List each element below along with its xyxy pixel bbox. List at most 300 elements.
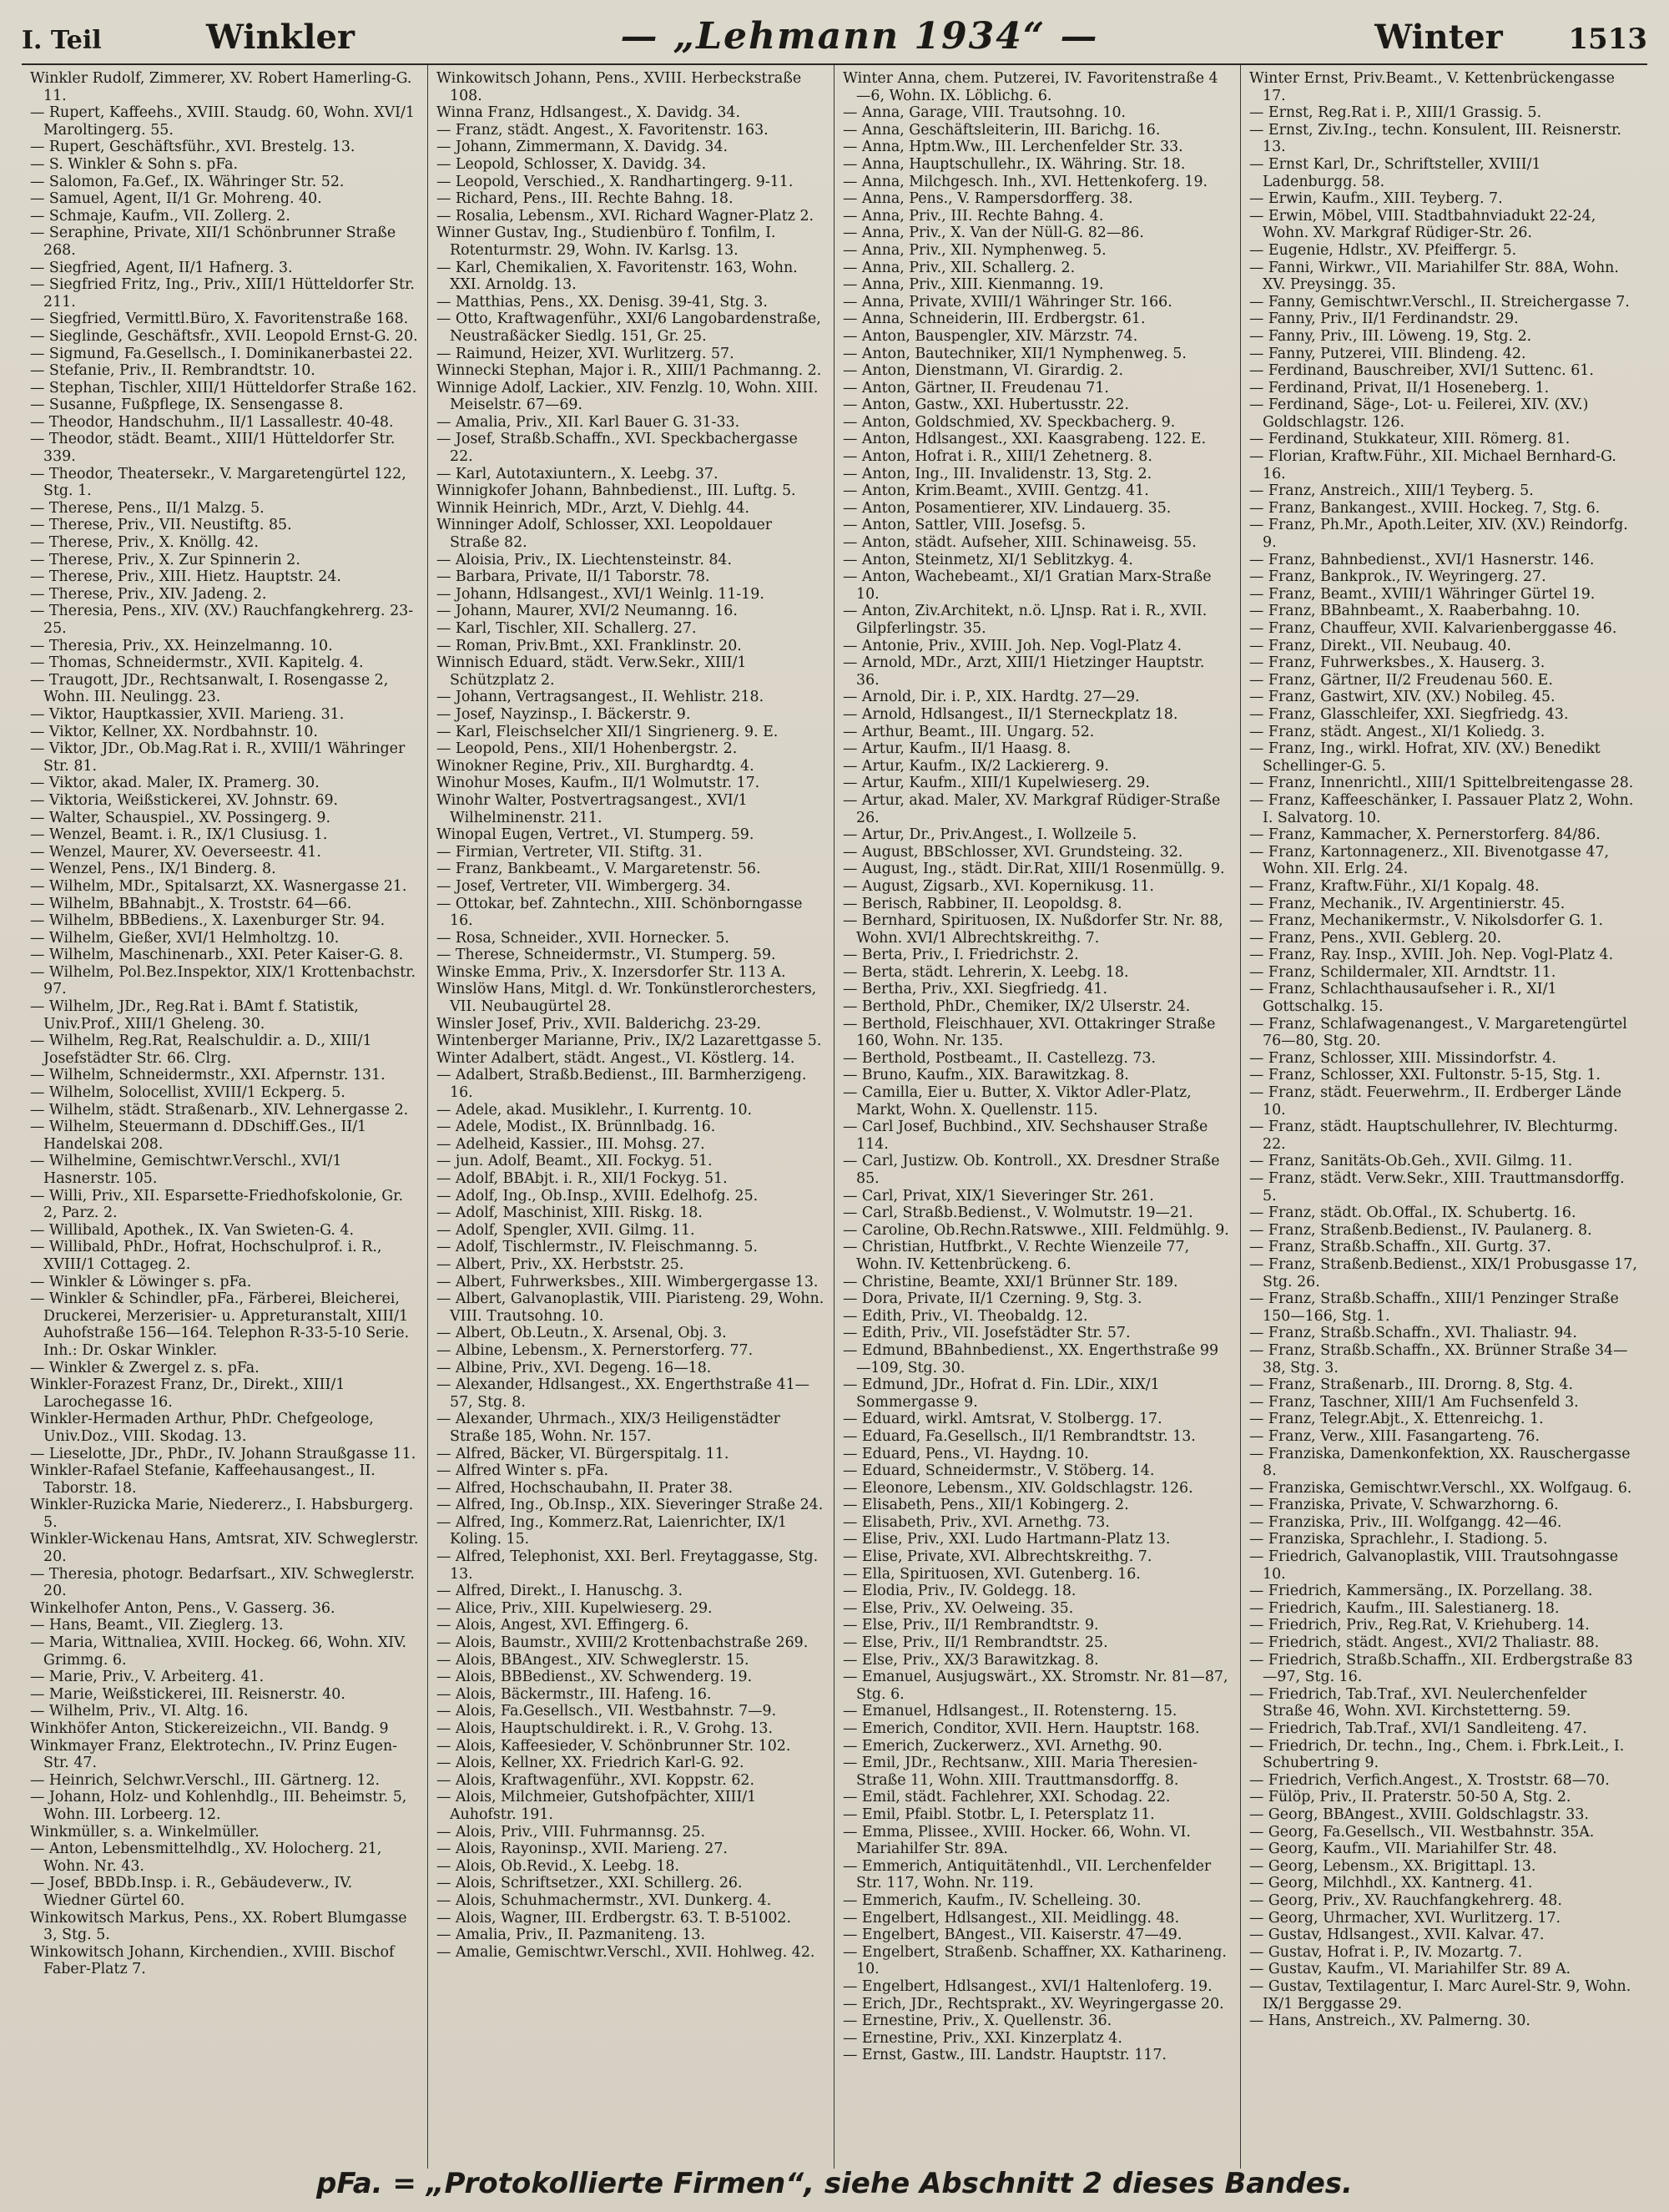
directory-entry: — Franz, Bankangest., XVIII. Hockeg. 7, Stg. 6. <box>1249 499 1601 517</box>
publication-title: — „Lehmann 1934“ — <box>620 15 1099 58</box>
directory-entry: — Else, Priv., XX/3 Barawitzkag. 8. <box>843 1651 1099 1669</box>
directory-entry: — Berthold, Postbeamt., II. Castellezg. 73. <box>843 1049 1157 1067</box>
directory-entry: — Viktoria, Weißstickerei, XV. Johnstr. 69. <box>30 791 339 809</box>
directory-entry: — Gustav, Textilagentur, I. Marc Aurel-Str. 9, Wohn. IX/1 Berggasse 29. <box>1249 1977 1631 2013</box>
directory-entry: — Christine, Beamte, XXI/1 Brünner Str. 189. <box>843 1273 1178 1290</box>
directory-entry: — Josef, BBDb.Insp. i. R., Gebäudeverw., IV. Wiedner Gürtel 60. <box>30 1875 353 1909</box>
directory-entry: — Siegfried Fritz, Ing., Priv., XIII/1 Hütteldorfer Str. 211. <box>30 276 415 311</box>
directory-entry: — Anna, Private, XVIII/1 Währinger Str. 166. <box>843 293 1172 311</box>
directory-entry: — Franz, Straßenb.Bedienst., XIX/1 Probusgasse 17, Stg. 26. <box>1249 1255 1637 1290</box>
column-4 <box>1241 65 1647 2169</box>
directory-entry: — Adolf, Maschinist, XIII. Riskg. 18. <box>436 1204 703 1222</box>
directory-entry: — Franz, Bankbeamt., V. Margaretenstr. 56. <box>436 861 761 878</box>
directory-entry: Winter Adalbert, städt. Angest., VI. Köstlerg. 14. <box>436 1049 795 1067</box>
directory-entry: Winopal Eugen, Vertret., VI. Stumperg. 59. <box>436 826 754 844</box>
directory-entry: — Ferdinand, Stukkateur, XIII. Römerg. 81. <box>1249 431 1571 448</box>
directory-entry: — Franz, städt. Verw.Sekr., XIII. Trauttmansdorffg. 5. <box>1249 1170 1625 1204</box>
directory-entry: — Alfred, Ing., Kommerz.Rat, Laienrichter, IX/1 Koling. 15. <box>436 1513 787 1548</box>
directory-entry: — Alice, Priv., XIII. Kupelwieserg. 29. <box>436 1599 713 1617</box>
directory-entry: — Friedrich, Galvanoplastik, VIII. Trautsohngasse 10. <box>1249 1548 1619 1583</box>
directory-entry: — Alois, Schuhmachermstr., XVI. Dunkerg. 4. <box>436 1891 772 1909</box>
directory-entry: — Karl, Autotaxiuntern., X. Leebg. 37. <box>436 465 719 482</box>
directory-entry: — Karl, Chemikalien, X. Favoritenstr. 163, Wohn. XXI. Arnoldg. 13. <box>436 259 798 294</box>
directory-entry: — Anna, Priv., III. Rechte Bahng. 4. <box>843 207 1104 225</box>
directory-entry: — Ernestine, Priv., XXI. Kinzerplatz 4. <box>843 2029 1122 2047</box>
directory-entry: — Franz, Sanitäts-Ob.Geh., XVII. Gilmg. 11. <box>1249 1153 1573 1170</box>
directory-entry: — Edmund, BBahnbedienst., XX. Engerthstraße 99—109, Stg. 30. <box>843 1341 1219 1376</box>
directory-entry: — Karl, Tischler, XII. Schallerg. 27. <box>436 620 697 637</box>
directory-entry: — Wilhelm, BBahnabjt., X. Troststr. 64—66. <box>30 895 352 912</box>
directory-entry: — Erwin, Kaufm., XIII. Teyberg. 7. <box>1249 190 1503 208</box>
directory-entry: — Franz, Gastwirt, XIV. (XV.) Nobileg. 45. <box>1249 689 1556 706</box>
section-label: I. Teil <box>22 26 102 55</box>
directory-entry: — Ottokar, bef. Zahntechn., XIII. Schönborngasse 16. <box>436 895 803 930</box>
directory-entry: — Anton, Ziv.Architekt, n.ö. LJnsp. Rat i. R., XVII. Gilpferlingstr. 35. <box>843 603 1208 637</box>
directory-entry: — Franz, Schlosser, XIII. Missindorfstr. 4. <box>1249 1049 1556 1067</box>
directory-entry: — Wilhelm, Gießer, XVI/1 Helmholtzg. 10. <box>30 929 340 947</box>
directory-entry: — Winkler & Zwergel z. s. pFa. <box>30 1359 260 1376</box>
directory-entry: — Edmund, JDr., Hofrat d. Fin. LDir., XIX/1 Sommergasse 9. <box>843 1376 1160 1411</box>
directory-entry: — Carl Josef, Buchbind., XIV. Sechshauser Straße 114. <box>843 1119 1208 1153</box>
directory-entry: — Erwin, Möbel, VIII. Stadtbahnviadukt 22-24, Wohn. XV. Markgraf Rüdiger-Str. 26. <box>1249 207 1596 242</box>
directory-entry: — Franz, Mechanikermstr., V. Nikolsdorfer G. 1. <box>1249 912 1604 930</box>
directory-entry: — Ferdinand, Privat, II/1 Hoseneberg. 1. <box>1249 379 1550 396</box>
directory-entry: — Anna, Priv., XIII. Kienmanng. 19. <box>843 276 1104 294</box>
directory-entry: — Albert, Priv., XX. Herbststr. 25. <box>436 1255 684 1273</box>
directory-entry: — Anna, Geschäftsleiterin, III. Barichg. 16. <box>843 121 1161 139</box>
directory-entry: — Samuel, Agent, II/1 Gr. Mohreng. 40. <box>30 190 322 208</box>
directory-entry: — Anna, Hauptschullehr., IX. Währing. Str. 18. <box>843 155 1186 173</box>
directory-entry: — Emerich, Zuckerwerz., XVI. Arnethg. 90. <box>843 1737 1162 1755</box>
directory-entry: — Franz, Schlafwagenangest., V. Margaretengürtel 76—80, Stg. 20. <box>1249 1015 1627 1050</box>
directory-entry: — Rosalia, Lebensm., XVI. Richard Wagner-Platz 2. <box>436 207 814 225</box>
directory-entry: — Anton, Bauspengler, XIV. Märzstr. 74. <box>843 327 1138 345</box>
directory-entry: — Emanuel, Hdlsangest., II. Rotensterng. 15. <box>843 1703 1177 1720</box>
directory-entry: — Willi, Priv., XII. Esparsette-Friedhofskolonie, Gr. 2, Parz. 2. <box>30 1187 404 1222</box>
directory-entry: — Gustav, Hdlsangest., XVII. Kalvar. 47. <box>1249 1927 1545 1944</box>
directory-entry: — Franz, Schlosser, XXI. Fultonstr. 5-15, Stg. 1. <box>1249 1067 1601 1084</box>
directory-entry: — Georg, Fa.Gesellsch., VII. Westbahnstr. 35A. <box>1249 1823 1595 1841</box>
directory-entry: — Hans, Anstreich., XV. Palmerng. 30. <box>1249 2013 1530 2030</box>
directory-entry: — Franziska, Sprachlehr., I. Stadiong. 5. <box>1249 1531 1548 1548</box>
directory-entry: — Berisch, Rabbiner, II. Leopoldsg. 8. <box>843 895 1122 912</box>
directory-entry: — Emmerich, Antiquitätenhdl., VII. Lerchenfelder Str. 117, Wohn. Nr. 119. <box>843 1857 1212 1892</box>
directory-entry: — Bruno, Kaufm., XIX. Barawitzkag. 8. <box>843 1067 1129 1084</box>
directory-entry: — Alfred, Bäcker, VI. Bürgerspitalg. 11. <box>436 1445 729 1462</box>
directory-entry: — Albert, Fuhrwerksbes., XIII. Wimbergergasse 13. <box>436 1273 819 1290</box>
directory-entry: — Arnold, MDr., Arzt, XIII/1 Hietzinger Hauptstr. 36. <box>843 654 1205 689</box>
directory-entry: — Georg, Uhrmacher, XVI. Wurlitzerg. 17. <box>1249 1909 1561 1927</box>
directory-entry: — Stephan, Tischler, XIII/1 Hütteldorfer Straße 162. <box>30 379 417 396</box>
directory-entry: — Eduard, Schneidermstr., V. Stöberg. 14. <box>843 1462 1155 1480</box>
directory-entry: — Elisabeth, Priv., XVI. Arnethg. 73. <box>843 1513 1110 1531</box>
directory-entry: Winkowitsch Johann, Pens., XVIII. Herbeckstraße 108. <box>436 70 802 104</box>
directory-entry: — Raimund, Heizer, XVI. Wurlitzerg. 57. <box>436 345 734 362</box>
directory-entry: — Anton, Steinmetz, XI/1 Seblitzkyg. 4. <box>843 551 1133 568</box>
directory-entry: — Engelbert, BAngest., VII. Kaiserstr. 47—49. <box>843 1927 1182 1944</box>
directory-entry: — Ferdinand, Säge-, Lot- u. Feilerei, XIV. (XV.) Goldschlagstr. 126. <box>1249 396 1589 431</box>
directory-entry: — Winkler & Löwinger s. pFa. <box>30 1273 252 1290</box>
directory-entry: — Camilla, Eier u. Butter, X. Viktor Adler-Platz, Markt, Wohn. X. Quellenstr. 115. <box>843 1084 1192 1119</box>
directory-entry: — Johann, Vertragsangest., II. Wehlistr. 218. <box>436 689 764 706</box>
directory-entry: — Wenzel, Beamt. i. R., IX/1 Clusiusg. 1. <box>30 826 328 844</box>
directory-entry: — Alois, Kraftwagenführ., XVI. Koppstr. 62. <box>436 1771 755 1789</box>
directory-entry: — Ernst, Ziv.Ing., techn. Konsulent, III. Reisnerstr. 13. <box>1249 121 1621 156</box>
directory-entry: — Franziska, Priv., III. Wolfgangg. 42—46. <box>1249 1513 1562 1531</box>
directory-entry: — Therese, Pens., II/1 Malzg. 5. <box>30 499 265 517</box>
directory-entry: — Else, Priv., II/1 Rembrandtstr. 9. <box>843 1617 1099 1634</box>
directory-entry: — Firmian, Vertreter, VII. Stiftg. 31. <box>436 843 703 861</box>
directory-entry: — Adolf, Ing., Ob.Insp., XVIII. Edelhofg. 25. <box>436 1187 759 1204</box>
directory-entry: — Alexander, Uhrmach., XIX/3 Heiligenstädter Straße 185, Wohn. Nr. 157. <box>436 1411 780 1445</box>
directory-entry: — Franz, Anstreich., XIII/1 Teyberg. 5. <box>1249 482 1534 500</box>
directory-entry: — Matthias, Pens., XX. Denisg. 39-41, Stg. 3. <box>436 293 768 311</box>
directory-entry: — Engelbert, Hdlsangest., XVI/1 Haltenloferg. 19. <box>843 1977 1213 1995</box>
directory-entry: — Theodor, städt. Beamt., XIII/1 Hütteldorfer Str. 339. <box>30 431 396 466</box>
directory-entry: — Sieglinde, Geschäftsfr., XVII. Leopold Ernst-G. 20. <box>30 327 418 345</box>
directory-entry: — Franz, Direkt., VII. Neubaug. 40. <box>1249 637 1511 654</box>
directory-entry: — Gustav, Hofrat i. P., IV. Mozartg. 7. <box>1249 1943 1523 1961</box>
directory-entry: — Alois, Ob.Revid., X. Leebg. 18. <box>436 1857 680 1875</box>
directory-entry: — Franz, Schildermaler, XII. Arndtstr. 11. <box>1249 963 1556 981</box>
directory-entry: — Ernst, Gastw., III. Landstr. Hauptstr. 117. <box>843 2047 1167 2064</box>
directory-entry: Winkler Rudolf, Zimmerer, XV. Robert Hamerling-G. 11. <box>30 70 412 104</box>
directory-entry: — Albine, Priv., XVI. Degeng. 16—18. <box>436 1359 712 1376</box>
directory-entry: — Edith, Priv., VII. Josefstädter Str. 57. <box>843 1325 1131 1342</box>
directory-entry: Winna Franz, Hdlsangest., X. Davidg. 34. <box>436 104 740 122</box>
directory-entry: — Fülöp, Priv., II. Praterstr. 50-50 A, Stg. 2. <box>1249 1789 1571 1806</box>
directory-entry: Winkowitsch Johann, Kirchendien., XVIII. Bischof Faber-Platz 7. <box>30 1943 395 1978</box>
directory-entry: — Emmerich, Kaufm., IV. Schelleing. 30. <box>843 1891 1142 1909</box>
directory-entry: — Anton, Sattler, VIII. Josefsg. 5. <box>843 517 1086 534</box>
directory-entry: — Franziska, Private, V. Schwarzhorng. 6. <box>1249 1497 1559 1514</box>
directory-entry: — Wilhelm, städt. Straßenarb., XIV. Lehnergasse 2. <box>30 1101 409 1119</box>
directory-entry: — Alois, Angest, XVI. Effingerg. 6. <box>436 1617 689 1634</box>
directory-entry: — Franz, Innenrichtl., XIII/1 Spittelbreitengasse 28. <box>1249 775 1634 792</box>
directory-entry: — Florian, Kraftw.Führ., XII. Michael Bernhard-G. 16. <box>1249 448 1616 482</box>
directory-entry: — Ernst, Reg.Rat i. P., XIII/1 Grassig. 5. <box>1249 104 1542 122</box>
directory-entry: — Friedrich, Tab.Traf., XVI/1 Sandleiteng. 47. <box>1249 1720 1587 1737</box>
first-entry-keyword: Winkler <box>206 18 355 57</box>
directory-entry: — Wilhelmine, Gemischtwr.Verschl., XVI/1 Hasnerstr. 105. <box>30 1153 342 1187</box>
directory-entry: — Theodor, Theatersekr., V. Margaretengürtel 122, Stg. 1. <box>30 465 406 500</box>
directory-entry: — Eduard, Pens., VI. Haydng. 10. <box>843 1445 1089 1462</box>
directory-entry: — Franz, städt. Ob.Offal., IX. Schubertg. 16. <box>1249 1204 1576 1222</box>
directory-entry: — Franz, Bankprok., IV. Weyringerg. 27. <box>1249 568 1546 586</box>
directory-entry: — Franz, Straßenb.Bedienst., IV. Paulanerg. 8. <box>1249 1221 1592 1239</box>
directory-entry: Winkler-Ruzicka Marie, Niedererz., I. Habsburgerg. 5. <box>30 1497 414 1531</box>
directory-entry: — Franz, Glasschleifer, XXI. Siegfriedg. 43. <box>1249 705 1569 723</box>
directory-entry: — Else, Priv., XV. Oelweing. 35. <box>843 1599 1074 1617</box>
directory-entry: — Anna, Priv., XII. Schallerg. 2. <box>843 259 1076 276</box>
directory-entry: — Susanne, Fußpflege, IX. Sensengasse 8. <box>30 396 344 414</box>
directory-entry: — jun. Adolf, Beamt., XII. Fockyg. 51. <box>436 1153 713 1170</box>
column-2 <box>428 65 834 2169</box>
directory-entry: — Therese, Priv., X. Zur Spinnerin 2. <box>30 551 300 568</box>
directory-entry: — Franz, Kaffeeschänker, I. Passauer Platz 2, Wohn. I. Salvatorg. 10. <box>1249 791 1634 826</box>
directory-entry: Winske Emma, Priv., X. Inzersdorfer Str. 113 A. <box>436 963 786 981</box>
directory-entry: — S. Winkler & Sohn s. pFa. <box>30 155 239 173</box>
directory-entry: — Fanny, Gemischtwr.Verschl., II. Streichergasse 7. <box>1249 293 1630 311</box>
directory-entry: — Engelbert, Hdlsangest., XII. Meidlingg. 48. <box>843 1909 1180 1927</box>
directory-entry: — Emma, Plissee., XVIII. Hocker. 66, Wohn. VI. Mariahilfer Str. 89A. <box>843 1823 1191 1858</box>
directory-entry: — Alois, Fa.Gesellsch., VII. Westbahnstr. 7—9. <box>436 1703 777 1720</box>
directory-entry: — Willibald, Apothek., IX. Van Swieten-G. 4. <box>30 1221 355 1239</box>
directory-entry: — Anton, Wachebeamt., XI/1 Gratian Marx-Straße 10. <box>843 568 1212 603</box>
directory-entry: — Johann, Hdlsangest., XVI/1 Weinlg. 11-19. <box>436 585 764 603</box>
directory-entry: — Franz, Straßb.Schaffn., XVI. Thaliastr. 94. <box>1249 1325 1577 1342</box>
directory-entry: — Theodor, Handschuhm., II/1 Lassallestr. 40-48. <box>30 413 394 431</box>
directory-entry: — Anna, Pens., V. Rampersdorfferg. 38. <box>843 190 1133 208</box>
directory-entry: — Georg, BBAngest., XVIII. Goldschlagstr. 33. <box>1249 1805 1589 1823</box>
directory-entry: — Franz, Chauffeur, XVII. Kalvarienberggasse 46. <box>1249 620 1617 637</box>
directory-entry: — Roman, Priv.Bmt., XXI. Franklinstr. 20. <box>436 637 742 654</box>
directory-entry: — Eduard, wirkl. Amtsrat, V. Stolbergg. 17. <box>843 1411 1162 1428</box>
directory-entry: — Alois, Kaffeesieder, V. Schönbrunner Str. 102. <box>436 1737 791 1755</box>
directory-entry: — Leopold, Pens., XII/1 Hohenbergstr. 2. <box>436 740 738 758</box>
directory-entry: — Georg, Milchhdl., XX. Kantnerg. 41. <box>1249 1875 1533 1892</box>
directory-entry: — Schmaje, Kaufm., VII. Zollerg. 2. <box>30 207 290 225</box>
directory-entry: — Alois, BBAngest., XIV. Schweglerstr. 15. <box>436 1651 749 1669</box>
directory-entry: — Wilhelm, Pol.Bez.Inspektor, XIX/1 Krottenbachstr. 97. <box>30 963 416 998</box>
last-entry-keyword: Winter <box>1374 18 1503 57</box>
directory-entry: — Franziska, Damenkonfektion, XX. Rauschergasse 8. <box>1249 1445 1631 1480</box>
directory-entry: — Maria, Wittnaliea, XVIII. Hockeg. 66, Wohn. XIV. Grimmg. 6. <box>30 1634 407 1669</box>
directory-entry: — Walter, Schauspiel., XV. Possingerg. 9. <box>30 809 330 826</box>
directory-entry: — Franz, Gärtner, II/2 Freudenau 560. E. <box>1249 671 1553 689</box>
directory-entry: — Therese, Priv., X. Knöllg. 42. <box>30 534 259 552</box>
directory-entry: — Franz, Bahnbedienst., XVI/1 Hasnerstr. 146. <box>1249 551 1595 568</box>
directory-entry: Winnisch Eduard, städt. Verw.Sekr., XIII/1 Schützplatz 2. <box>436 654 747 689</box>
directory-entry: — Edith, Priv., VI. Theobaldg. 12. <box>843 1307 1088 1325</box>
directory-entry: Winnigkofer Johann, Bahnbedienst., III. Luftg. 5. <box>436 482 796 500</box>
directory-entry: — Georg, Kaufm., VII. Mariahilfer Str. 48. <box>1249 1841 1557 1858</box>
directory-entry: — Friedrich, Straßb.Schaffn., XII. Erdbergstraße 83—97, Stg. 16. <box>1249 1651 1633 1686</box>
directory-entry: — Arthur, Beamt., III. Ungarg. 52. <box>843 723 1095 740</box>
directory-entry: — Josef, Straßb.Schaffn., XVI. Speckbachergasse 22. <box>436 431 798 466</box>
directory-entry: — Franz, Beamt., XVIII/1 Währinger Gürtel 19. <box>1249 585 1596 603</box>
directory-entry: — Viktor, Kellner, XX. Nordbahnstr. 10. <box>30 723 318 740</box>
directory-entry: — Caroline, Ob.Rechn.Ratswwe., XIII. Feldmühlg. 9. <box>843 1221 1229 1239</box>
directory-entry: — Franz, Mechanik., IV. Argentinierstr. 45. <box>1249 895 1566 912</box>
directory-entry: — Wilhelm, BBBediens., X. Laxenburger Str. 94. <box>30 912 386 930</box>
directory-entry: — Stefanie, Priv., II. Rembrandtstr. 10. <box>30 362 315 380</box>
directory-entry: — Carl, Justizw. Ob. Kontroll., XX. Dresdner Straße 85. <box>843 1153 1220 1187</box>
directory-entry: — Georg, Priv., XV. Rauchfangkehrerg. 48. <box>1249 1891 1562 1909</box>
directory-entry: — Elodia, Priv., IV. Goldegg. 18. <box>843 1583 1077 1600</box>
page-footer-note: pFa. = „Protokollierte Firmen“, siehe Abschnitt 2 dieses Bandes. <box>316 2167 1353 2200</box>
directory-entry: Winkmüller, s. a. Winkelmüller. <box>30 1823 260 1841</box>
directory-entry: — Bernhard, Spirituosen, IX. Nußdorfer Str. Nr. 88, Wohn. XVI/1 Albrechtskreithg. 7. <box>843 912 1223 947</box>
directory-entry: — Friedrich, städt. Angest., XVI/2 Thaliastr. 88. <box>1249 1634 1600 1652</box>
directory-entry: — Eduard, Fa.Gesellsch., II/1 Rembrandtstr. 13. <box>843 1427 1196 1445</box>
directory-entry: — Therese, Priv., XIV. Jadeng. 2. <box>30 585 267 603</box>
directory-entry: — Alois, Priv., VIII. Fuhrmannsg. 25. <box>436 1823 706 1841</box>
directory-entry: — Anton, Lebensmittelhdlg., XV. Holocherg. 21, Wohn. Nr. 43. <box>30 1841 382 1875</box>
directory-entry: — Siegfried, Agent, II/1 Hafnerg. 3. <box>30 259 293 276</box>
directory-entry: — Berthold, PhDr., Chemiker, IX/2 Ulserstr. 24. <box>843 998 1191 1016</box>
directory-entry: — Christian, Hutfbrkt., V. Rechte Wienzeile 77, Wohn. IV. Kettenbrückeng. 6. <box>843 1239 1190 1273</box>
directory-entry: — Arnold, Hdlsangest., II/1 Sterneckplatz 18. <box>843 705 1178 723</box>
directory-entry: Winslöw Hans, Mitgl. d. Wr. Tonkünstlerorchesters, VII. Neubaugürtel 28. <box>436 981 817 1016</box>
directory-entry: — Alois, Wagner, III. Erdbergstr. 63. T. B-51002. <box>436 1909 792 1927</box>
directory-entry: Winnige Adolf, Lackier., XIV. Fenzlg. 10, Wohn. XIII. Meiselstr. 67—69. <box>436 379 819 414</box>
directory-entry: — Wilhelm, MDr., Spitalsarzt, XX. Wasnergasse 21. <box>30 877 407 895</box>
directory-entry: — Wilhelm, Priv., VI. Altg. 16. <box>30 1703 249 1720</box>
directory-entry: — Johann, Maurer, XVI/2 Neumanng. 16. <box>436 603 738 620</box>
directory-entry: Winkler-Forazest Franz, Dr., Direkt., XIII/1 Larochegasse 16. <box>30 1376 345 1411</box>
directory-entry: — Adolf, Tischlermstr., IV. Fleischmanng. 5. <box>436 1239 758 1256</box>
column-3 <box>834 65 1241 2169</box>
directory-entry: Winkhöfer Anton, Stickereizeichn., VII. Bandg. 9 <box>30 1720 389 1737</box>
directory-entry: — Winkler & Schindler, pFa., Färberei, Bleicherei, Druckerei, Merzerisier- u. Appreturanstalt, XIII/1 Auhofstraße 156—164. Telephon R-33-5-10 Serie. Inh.: Dr. Oskar Winkler. <box>30 1290 410 1359</box>
directory-entry: — Anna, Hptm.Ww., III. Lerchenfelder Str. 33. <box>843 139 1183 156</box>
directory-entry: — Else, Priv., II/1 Rembrandtstr. 25. <box>843 1634 1108 1652</box>
directory-entry: — Friedrich, Priv., Reg.Rat, V. Kriehuberg. 14. <box>1249 1617 1590 1634</box>
directory-entry: — Rosa, Schneider., XVII. Hornecker. 5. <box>436 929 729 947</box>
directory-entry: — Ella, Spirituosen, XVI. Gutenberg. 16. <box>843 1565 1141 1583</box>
directory-entry: — Leopold, Schlosser, X. Davidg. 34. <box>436 155 707 173</box>
directory-entry: Wintenberger Marianne, Priv., IX/2 Lazarettgasse 5. <box>436 1033 822 1050</box>
directory-entry: Winter Ernst, Priv.Beamt., V. Kettenbrückengasse 17. <box>1249 70 1615 104</box>
directory-entry: — Anton, Gärtner, II. Freudenau 71. <box>843 379 1109 396</box>
directory-entry: — Anton, städt. Aufseher, XIII. Schinaweisg. 55. <box>843 534 1197 552</box>
directory-entry: — Heinrich, Selchwr.Verschl., III. Gärtnerg. 12. <box>30 1771 380 1789</box>
directory-entry: — Otto, Kraftwagenführ., XXI/6 Langobardenstraße, Neustraßäcker Siedlg. 151, Gr. 25. <box>436 311 821 345</box>
directory-entry: — Marie, Weißstickerei, III. Reisnerstr. 40. <box>30 1685 345 1703</box>
directory-entry: — Gustav, Kaufm., VI. Mariahilfer Str. 89 A. <box>1249 1961 1571 1978</box>
directory-entry: — Alfred, Hochschaubahn, II. Prater 38. <box>436 1479 734 1497</box>
directory-entry: — Franz, Straßenarb., III. Drorng. 8, Stg. 4. <box>1249 1376 1574 1394</box>
directory-entry: — Georg, Lebensm., XX. Brigittapl. 13. <box>1249 1857 1536 1875</box>
directory-entry: — Artur, Kaufm., II/1 Haasg. 8. <box>843 740 1071 758</box>
directory-entry: — Friedrich, Kaufm., III. Salestianerg. 18. <box>1249 1599 1560 1617</box>
directory-entry: — Anna, Schneiderin, III. Erdbergstr. 61. <box>843 311 1146 328</box>
directory-entry: — Anna, Milchgesch. Inh., XVI. Hettenkoferg. 19. <box>843 173 1208 190</box>
directory-entry: — Anton, Bautechniker, XII/1 Nymphenweg. 5. <box>843 345 1187 362</box>
directory-entry: — Elisabeth, Pens., XII/1 Kobingerg. 2. <box>843 1497 1129 1514</box>
directory-entry: — Berthold, Fleischhauer, XVI. Ottakringer Straße 160, Wohn. Nr. 135. <box>843 1015 1216 1050</box>
directory-entry: — Franz, städt. Feuerwehrm., II. Erdberger Lände 10. <box>1249 1084 1621 1119</box>
directory-entry: — Rupert, Kaffeehs., XVIII. Staudg. 60, Wohn. XVI/1 Maroltingerg. 55. <box>30 104 415 139</box>
directory-entry: — Anton, Posamentierer, XIV. Lindauerg. 35. <box>843 499 1172 517</box>
page-header <box>22 15 1647 65</box>
directory-entry: — Franz, Pens., XVII. Geblerg. 20. <box>1249 929 1502 947</box>
directory-entry: — Eugenie, Hdlstr., XV. Pfeiffergr. 5. <box>1249 241 1517 259</box>
directory-entry: — Johann, Holz- und Kohlenhdlg., III. Beheimstr. 5, Wohn. III. Lorbeerg. 12. <box>30 1789 407 1823</box>
directory-entry: — Franziska, Gemischtwr.Verschl., XX. Wolfgaug. 6. <box>1249 1479 1632 1497</box>
directory-entry: Winner Gustav, Ing., Studienbüro f. Tonfilm, I. Rotenturmstr. 29, Wohn. IV. Karlsg. 13. <box>436 225 776 259</box>
directory-entry: — Franz, Straßb.Schaffn., XIII/1 Penzinger Straße 150—166, Stg. 1. <box>1249 1290 1619 1325</box>
directory-entry: — Rupert, Geschäftsführ., XVI. Brestelg. 13. <box>30 139 355 156</box>
directory-entry: — Friedrich, Verfich.Angest., X. Troststr. 68—70. <box>1249 1771 1610 1789</box>
directory-entry: — Eleonore, Lebensm., XIV. Goldschlagstr. 126. <box>843 1479 1193 1497</box>
directory-entry: — Franz, Straßb.Schaffn., XII. Gurtg. 37. <box>1249 1239 1551 1256</box>
directory-entry: — Hans, Beamt., VII. Zieglerg. 13. <box>30 1617 284 1634</box>
directory-entry: Winohur Moses, Kaufm., II/1 Wolmutstr. 17. <box>436 775 760 792</box>
directory-entry: — Franz, Fuhrwerksbes., X. Hauserg. 3. <box>1249 654 1545 672</box>
directory-entry: — Theresia, Priv., XX. Heinzelmanng. 10. <box>30 637 333 654</box>
directory-entry: Winokner Regine, Priv., XII. Burghardtg. 4. <box>436 757 754 775</box>
directory-entry: — Anton, Krim.Beamt., XVIII. Gentzg. 41. <box>843 482 1149 500</box>
directory-entry: — Marie, Priv., V. Arbeiterg. 41. <box>30 1669 265 1686</box>
directory-entry: — Elise, Private, XVI. Albrechtskreithg. 7. <box>843 1548 1152 1566</box>
directory-entry: — Anna, Priv., XII. Nymphenweg. 5. <box>843 241 1107 259</box>
directory-entry: — Therese, Priv., XIII. Hietz. Hauptstr. 24. <box>30 568 341 586</box>
directory-entry: — Alfred, Telephonist, XXI. Berl. Freytaggasse, Stg. 13. <box>436 1548 819 1583</box>
directory-entry: — Anton, Dienstmann, VI. Girardig. 2. <box>843 362 1124 380</box>
directory-entry: — Franz, Straßb.Schaffn., XX. Brünner Straße 34—38, Stg. 3. <box>1249 1341 1628 1376</box>
directory-entry: — Ernestine, Priv., X. Quellenstr. 36. <box>843 2013 1112 2030</box>
directory-entry: — Thomas, Schneidermstr., XVII. Kapitelg. 4. <box>30 654 364 672</box>
directory-entry: — Karl, Fleischselcher XII/1 Singrienerg. 9. E. <box>436 723 779 740</box>
directory-entry: — Franz, Kartonnagenerz., XII. Bivenotgasse 47, Wohn. XII. Erlg. 24. <box>1249 843 1610 878</box>
directory-entry: Winnecki Stephan, Major i. R., XIII/1 Pachmanng. 2. <box>436 362 822 380</box>
directory-entry: Winkler-Hermaden Arthur, PhDr. Chefgeologe, Univ.Doz., VIII. Skodag. 13. <box>30 1411 374 1445</box>
directory-entry: — Carl, Privat, XIX/1 Sieveringer Str. 261. <box>843 1187 1154 1204</box>
directory-entry: — Friedrich, Tab.Traf., XVI. Neulerchenfelder Straße 46, Wohn. XVI. Kirchstetterng. 59. <box>1249 1685 1587 1720</box>
directory-entry: — Josef, Vertreter, VII. Wimbergerg. 34. <box>436 877 731 895</box>
directory-entry: — Artur, Kaufm., XIII/1 Kupelwieserg. 29. <box>843 775 1150 792</box>
directory-entry: Winnik Heinrich, MDr., Arzt, V. Diehlg. 44. <box>436 499 750 517</box>
directory-entry: — Franz, BBahnbeamt., X. Raaberbahng. 10. <box>1249 603 1581 620</box>
directory-entry: Winkmayer Franz, Elektrotechn., IV. Prinz Eugen-Str. 47. <box>30 1737 398 1772</box>
directory-entry: — Seraphine, Private, XII/1 Schönbrunner Straße 268. <box>30 225 396 259</box>
directory-entry: — Franz, Ph.Mr., Apoth.Leiter, XIV. (XV.) Reindorfg. 9. <box>1249 517 1628 552</box>
directory-entry: — Franz, städt. Angest., X. Favoritenstr. 163. <box>436 121 769 139</box>
directory-entry: — Artur, Dr., Priv.Angest., I. Wollzeile 5. <box>843 826 1137 844</box>
directory-entry: — Franz, Verw., XIII. Fasangarteng. 76. <box>1249 1427 1540 1445</box>
directory-entry: — Therese, Schneidermstr., VI. Stumperg. 59. <box>436 947 776 964</box>
directory-entry: — Sigmund, Fa.Gesellsch., I. Dominikanerbastei 22. <box>30 345 413 362</box>
directory-entry: — Wilhelm, Schneidermstr., XXI. Afpernstr. 131. <box>30 1067 386 1084</box>
directory-entry: — Barbara, Private, II/1 Taborstr. 78. <box>436 568 710 586</box>
directory-entry: — Siegfried, Vermittl.Büro, X. Favoritenstraße 168. <box>30 311 409 328</box>
directory-entry: — Ernst Karl, Dr., Schriftsteller, XVIII/1 Ladenburgg. 58. <box>1249 155 1541 190</box>
directory-entry: — Alois, Hauptschuldirekt. i. R., V. Grohg. 13. <box>436 1720 774 1737</box>
page-number: 1513 <box>1568 23 1647 56</box>
directory-entry: — Anton, Ing., III. Invalidenstr. 13, Stg. 2. <box>843 465 1152 482</box>
directory-entry: — Wilhelm, Steuermann d. DDschiff.Ges., II/1 Handelskai 208. <box>30 1119 367 1153</box>
directory-entry: — Alexander, Hdlsangest., XX. Engerthstraße 41—57, Stg. 8. <box>436 1376 810 1411</box>
directory-entry: — Anton, Gastw., XXI. Hubertusstr. 22. <box>843 396 1129 414</box>
directory-entry: — Franz, Ray. Insp., XVIII. Joh. Nep. Vogl-Platz 4. <box>1249 947 1614 964</box>
entry-columns <box>22 65 1647 2169</box>
directory-entry: — Antonie, Priv., XVIII. Joh. Nep. Vogl-Platz 4. <box>843 637 1182 654</box>
directory-entry: — Wenzel, Maurer, XV. Oeverseestr. 41. <box>30 843 321 861</box>
directory-entry: — Traugott, JDr., Rechtsanwalt, I. Rosengasse 2, Wohn. III. Neulingg. 23. <box>30 671 389 706</box>
directory-entry: — Carl, Straßb.Bedienst., V. Wolmutstr. 19—21. <box>843 1204 1193 1222</box>
directory-entry: — Albert, Galvanoplastik, VIII. Piaristeng. 29, Wohn. VIII. Trautsohng. 10. <box>436 1290 824 1325</box>
directory-entry: — Fanny, Priv., II/1 Ferdinandstr. 29. <box>1249 311 1519 328</box>
directory-entry: — Amalia, Priv., XII. Karl Bauer G. 31-33. <box>436 413 740 431</box>
directory-entry: — Alois, Baumstr., XVIII/2 Krottenbachstraße 269. <box>436 1634 809 1652</box>
directory-entry: — Adalbert, Straßb.Bedienst., III. Barmherzigeng. 16. <box>436 1067 807 1102</box>
directory-entry: — Alois, Bäckermstr., III. Hafeng. 16. <box>436 1685 712 1703</box>
directory-entry: — Alfred Winter s. pFa. <box>436 1462 609 1480</box>
directory-entry: — Aloisia, Priv., IX. Liechtensteinstr. 84. <box>436 551 733 568</box>
directory-entry: — Willibald, PhDr., Hofrat, Hochschulprof. i. R., XVIII/1 Cottageg. 2. <box>30 1239 382 1273</box>
directory-entry: — August, Zigsarb., XVI. Kopernikusg. 11. <box>843 877 1154 895</box>
directory-entry: — Alfred, Direkt., I. Hanuschg. 3. <box>436 1583 683 1600</box>
directory-entry: — Adele, Modist., IX. Brünnlbadg. 16. <box>436 1119 716 1136</box>
directory-entry: — Salomon, Fa.Gef., IX. Währinger Str. 52. <box>30 173 345 190</box>
directory-entry: — Alois, Milchmeier, Gutshofpächter, XIII/1 Auhofstr. 191. <box>436 1789 757 1823</box>
directory-entry: — Emanuel, Ausjugswärt., XX. Stromstr. Nr. 81—87, Stg. 6. <box>843 1669 1228 1703</box>
directory-entry: — Johann, Zimmermann, X. Davidg. 34. <box>436 139 729 156</box>
directory-entry: — Wilhelm, Reg.Rat, Realschuldir. a. D., XIII/1 Josefstädter Str. 66. Clrg. <box>30 1033 372 1067</box>
directory-entry: — Viktor, JDr., Ob.Mag.Rat i. R., XVIII/1 Währinger Str. 81. <box>30 740 406 775</box>
